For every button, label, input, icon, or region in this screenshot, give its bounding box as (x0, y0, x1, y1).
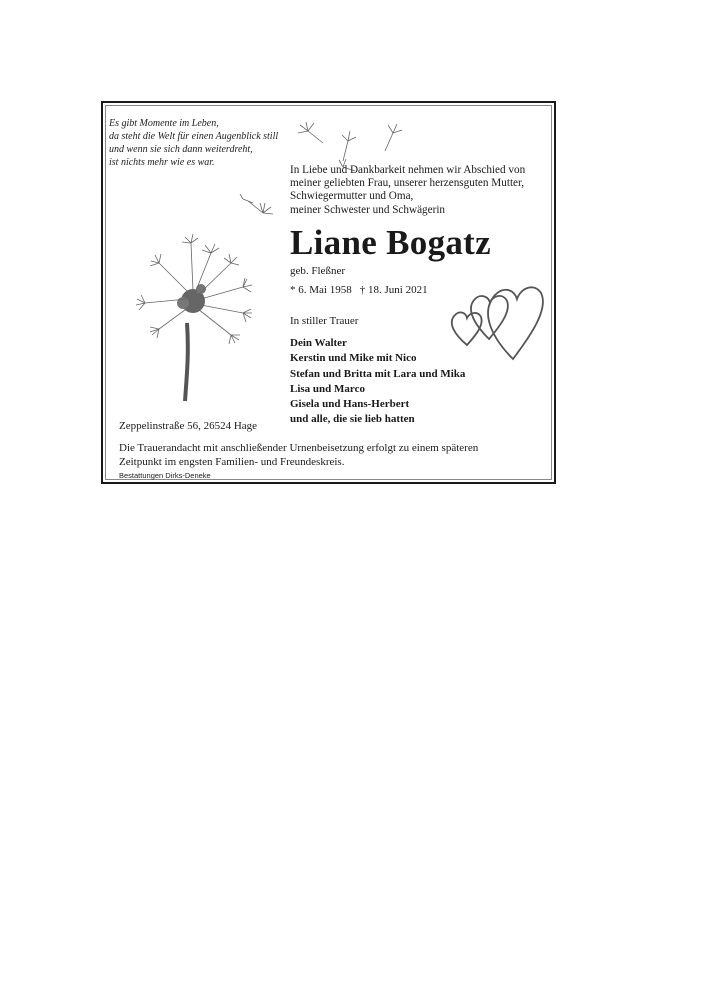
mourner: Lisa und Marco (290, 382, 365, 395)
mourner: Dein Walter (290, 337, 347, 349)
poem-line: Es gibt Momente im Leben, (109, 118, 219, 129)
mourner: Gisela und Hans-Herbert (290, 398, 410, 411)
farewell-line: meiner geliebten Frau, unserer herzensguten Mutter, (290, 177, 525, 190)
ceremony-line: Die Trauerandacht mit anschließender Urnenbeisetzung erfolgt zu einem späteren (119, 442, 479, 454)
farewell-line: In Liebe und Dankbarkeit nehmen wir Abschied von (290, 164, 526, 176)
farewell-line: meiner Schwester und Schwägerin (290, 203, 446, 216)
obituary-notice (101, 101, 556, 484)
poem-line: ist nichts mehr wie es war. (109, 157, 215, 168)
ceremony-line: Zeitpunkt im engsten Familien- und Freundeskreis. (119, 456, 345, 468)
birth-date: * 6. Mai 1958 (290, 284, 352, 296)
poem-line: und wenn sie sich dann weiterdreht, (109, 144, 253, 155)
mourner: und alle, die sie lieb hatten (290, 413, 415, 426)
mourner: Kerstin und Mike mit Nico (290, 352, 417, 365)
farewell-text (290, 164, 525, 217)
death-date: † 18. Juni 2021 (359, 284, 428, 296)
farewell-line: Schwiegermutter und Oma, (290, 190, 414, 203)
poem (109, 117, 278, 169)
undertaker-credit: Bestattungen Dirks-Deneke (119, 471, 211, 480)
maiden-name: geb. Fleßner (290, 265, 345, 277)
mourning-heading: In stiller Trauer (290, 315, 359, 327)
mourner: Stefan und Britta mit Lara und Mika (290, 367, 466, 380)
ceremony-note (119, 441, 478, 469)
address: Zeppelinstraße 56, 26524 Hage (119, 420, 258, 432)
life-dates (290, 284, 436, 296)
mourners-list (290, 336, 465, 428)
poem-line: da steht die Welt für einen Augenblick still (109, 131, 279, 142)
deceased-name: Liane Bogatz (290, 223, 491, 262)
